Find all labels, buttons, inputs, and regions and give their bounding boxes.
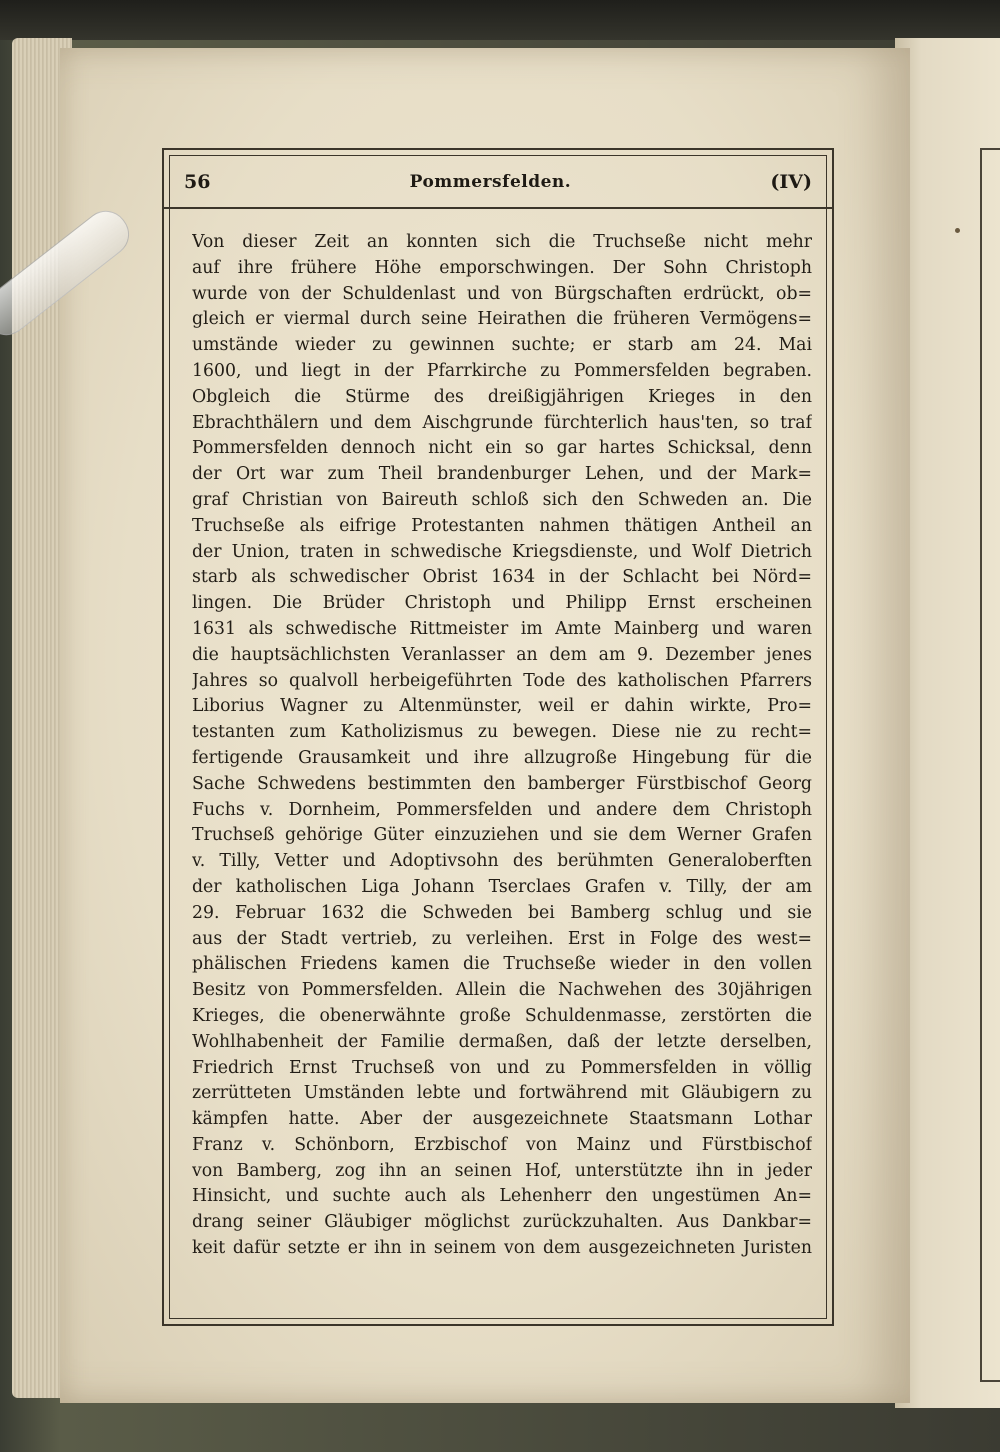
- page-frame: [162, 148, 834, 1326]
- text-line: graf Christian von Baireuth schloß sich den Schweden an. Die: [192, 489, 812, 510]
- ink-speck: [955, 228, 960, 233]
- text-line: Hinsicht, und suchte auch als Lehenherr den ungestümen An=: [192, 1186, 812, 1207]
- text-line: Friedrich Ernst Truchseß von und zu Pommersfelden in völlig: [192, 1057, 812, 1078]
- text-line: keit dafür setzte er ihn in seinem von dem ausgezeichneten Juristen: [192, 1238, 812, 1259]
- text-line: phälischen Friedens kamen die Truchseße wieder in den vollen: [192, 954, 812, 975]
- text-line: Jahres so qualvoll herbeigeführten Tode des katholischen Pfarrers: [192, 670, 812, 691]
- text-line: kämpfen hatte. Aber der ausgezeichnete Staatsmann Lothar: [192, 1109, 812, 1130]
- text-line: lingen. Die Brüder Christoph und Philipp Ernst erscheinen: [192, 593, 812, 614]
- text-line: 29. Februar 1632 die Schweden bei Bamberg schlug und sie: [192, 902, 812, 923]
- running-header: [184, 158, 812, 206]
- text-line: testanten zum Katholizismus zu bewegen. Diese nie zu recht=: [192, 722, 812, 743]
- text-line: v. Tilly, Vetter und Adoptivsohn des berühmten Generaloberften: [192, 851, 812, 872]
- text-line: starb als schwedischer Obrist 1634 in der Schlacht bei Nörd=: [192, 567, 812, 588]
- text-line: der Union, traten in schwedische Kriegsdienste, und Wolf Dietrich: [192, 541, 812, 562]
- text-line: der katholischen Liga Johann Tserclaes Grafen v. Tilly, der am: [192, 876, 812, 897]
- facing-page-frame: [980, 148, 1000, 1382]
- section-marker: (IV): [770, 171, 812, 193]
- text-line: Obgleich die Stürme des dreißigjährigen Krieges in den: [192, 386, 812, 407]
- page-number: 56: [184, 171, 211, 193]
- text-line: zerrütteten Umständen lebte und fortwährend mit Gläubigern zu: [192, 1083, 812, 1104]
- text-line: Pommersfelden dennoch nicht ein so gar hartes Schicksal, denn: [192, 438, 812, 459]
- text-line: Truchseße als eifrige Protestanten nahmen thätigen Antheil an: [192, 515, 812, 536]
- book-cover-edge: [0, 0, 1000, 40]
- header-rule: [164, 207, 832, 209]
- text-line: auf ihre frühere Höhe emporschwingen. Der Sohn Christoph: [192, 257, 812, 278]
- text-line: umstände wieder zu gewinnen suchte; er starb am 24. Mai: [192, 335, 812, 356]
- body-text: [192, 230, 812, 1262]
- text-line: aus der Stadt vertrieb, zu verleihen. Erst in Folge des west=: [192, 928, 812, 949]
- text-line: die hauptsächlichsten Veranlasser an dem am 9. Dezember jenes: [192, 644, 812, 665]
- text-line: 1631 als schwedische Rittmeister im Amte Mainberg und waren: [192, 618, 812, 639]
- text-line: 1600, und liegt in der Pfarrkirche zu Pommersfelden begraben.: [192, 360, 812, 381]
- text-line: Krieges, die obenerwähnte große Schuldenmasse, zerstörten die: [192, 1005, 812, 1026]
- text-line: Liborius Wagner zu Altenmünster, weil er dahin wirkte, Pro=: [192, 696, 812, 717]
- facing-page: [895, 38, 1000, 1408]
- text-line: Besitz von Pommersfelden. Allein die Nachwehen des 30jährigen: [192, 980, 812, 1001]
- text-line: drang seiner Gläubiger möglichst zurückzuhalten. Aus Dankbar=: [192, 1212, 812, 1233]
- text-line: Fuchs v. Dornheim, Pommersfelden und andere dem Christoph: [192, 799, 812, 820]
- text-line: Wohlhabenheit der Familie dermaßen, daß der letzte derselben,: [192, 1031, 812, 1052]
- text-line: Franz v. Schönborn, Erzbischof von Mainz und Fürstbischof: [192, 1134, 812, 1155]
- text-line: Sache Schwedens bestimmten den bamberger Fürstbischof Georg: [192, 773, 812, 794]
- text-line: fertigende Grausamkeit und ihre allzugroße Hingebung für die: [192, 747, 812, 768]
- text-line: von Bamberg, zog ihn an seinen Hof, unterstützte ihn in jeder: [192, 1160, 812, 1181]
- text-line: wurde von der Schuldenlast und von Bürgschaften erdrückt, ob=: [192, 283, 812, 304]
- text-line: Truchseß gehörige Güter einzuziehen und sie dem Werner Grafen: [192, 825, 812, 846]
- running-title: Pommersfelden.: [409, 172, 572, 192]
- text-line: gleich er viermal durch seine Heirathen die früheren Vermögens=: [192, 309, 812, 330]
- text-line: Von dieser Zeit an konnten sich die Truchseße nicht mehr: [192, 232, 812, 252]
- text-line: der Ort war zum Theil brandenburger Lehen, und der Mark=: [192, 464, 812, 485]
- text-line: Ebrachthälern und dem Aischgrunde fürchterlich haus'ten, so traf: [192, 412, 812, 433]
